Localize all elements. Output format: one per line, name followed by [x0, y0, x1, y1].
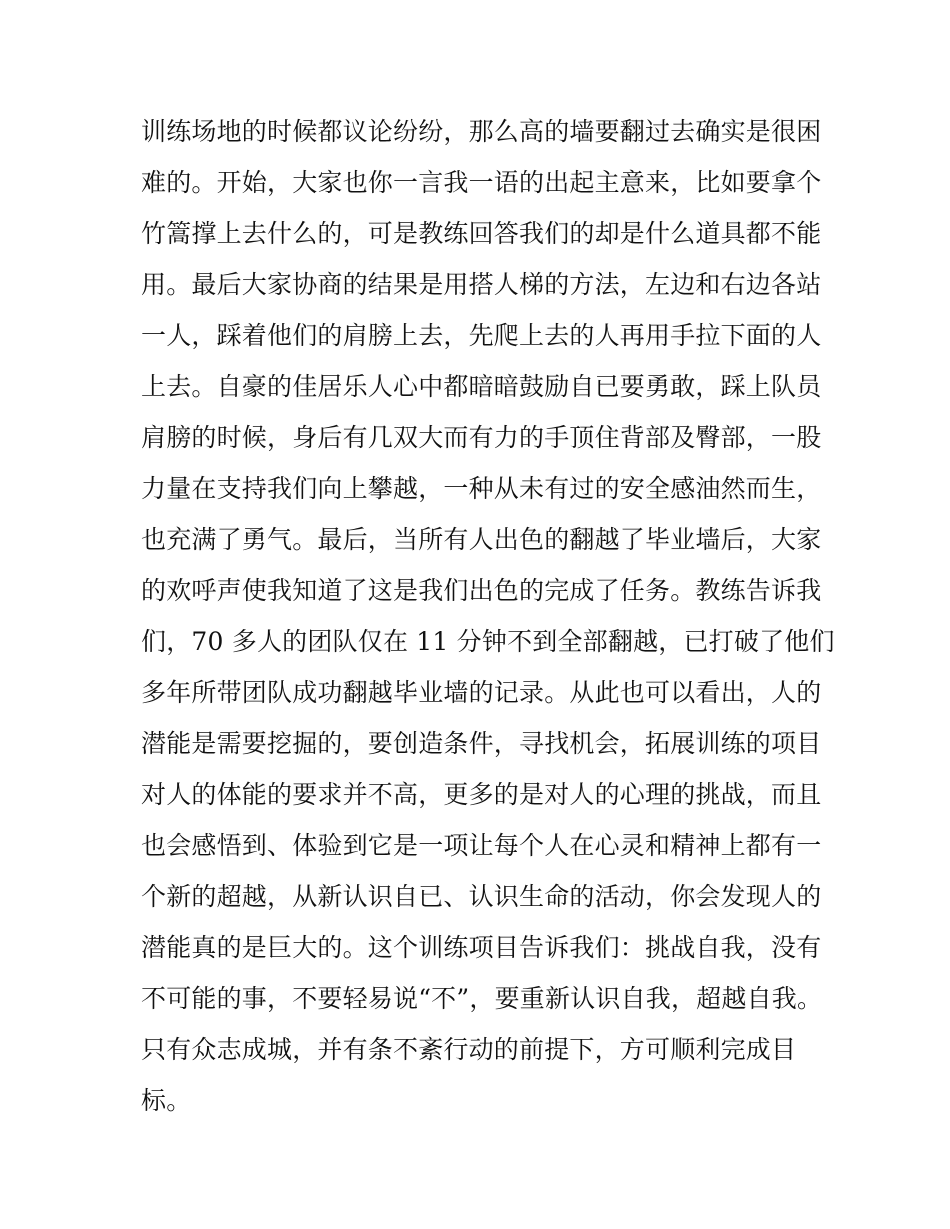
paragraph-line: 肩膀的时候，身后有几双大而有力的手顶住背部及臀部，一股	[141, 423, 822, 452]
paragraph-line: 们，70 多人的团队仅在 11 分钟不到全部翻越，已打破了他们	[141, 627, 835, 656]
paragraph-line: 难的。开始，大家也你一言我一语的出起主意来，比如要拿个	[141, 168, 822, 197]
paragraph-line: 个新的超越，从新认识自已、认识生命的活动，你会发现人的	[141, 882, 822, 911]
paragraph-line: 训练场地的时候都议论纷纷，那么高的墙要翻过去确实是很困	[141, 117, 822, 146]
paragraph-line: 也充满了勇气。最后，当所有人出色的翻越了毕业墙后，大家	[141, 525, 822, 554]
paragraph-line: 标。	[141, 1086, 192, 1115]
paragraph-line: 一人，踩着他们的肩膀上去，先爬上去的人再用手拉下面的人	[141, 321, 822, 350]
paragraph-line: 用。最后大家协商的结果是用搭人梯的方法，左边和右边各站	[141, 270, 822, 299]
paragraph-line: 对人的体能的要求并不高，更多的是对人的心理的挑战，而且	[141, 780, 822, 809]
paragraph-line: 多年所带团队成功翻越毕业墙的记录。从此也可以看出，人的	[141, 678, 822, 707]
body-paragraph	[141, 106, 835, 1126]
paragraph-line: 也会感悟到、体验到它是一项让每个人在心灵和精神上都有一	[141, 831, 822, 860]
paragraph-line: 力量在支持我们向上攀越，一种从未有过的安全感油然而生，	[141, 474, 822, 503]
paragraph-line: 潜能是需要挖掘的，要创造条件，寻找机会，拓展训练的项目	[141, 729, 822, 758]
paragraph-line: 上去。自豪的佳居乐人心中都暗暗鼓励自已要勇敢，踩上队员	[141, 372, 822, 401]
paragraph-line: 只有众志成城，并有条不紊行动的前提下，方可顺利完成目	[141, 1035, 797, 1064]
paragraph-line: 潜能真的是巨大的。这个训练项目告诉我们：挑战自我，没有	[141, 933, 822, 962]
paragraph-line: 不可能的事，不要轻易说“不”，要重新认识自我，超越自我。	[141, 984, 823, 1013]
paragraph-line: 竹篙撑上去什么的，可是教练回答我们的却是什么道具都不能	[141, 219, 822, 248]
paragraph-line: 的欢呼声使我知道了这是我们出色的完成了任务。教练告诉我	[141, 576, 822, 605]
